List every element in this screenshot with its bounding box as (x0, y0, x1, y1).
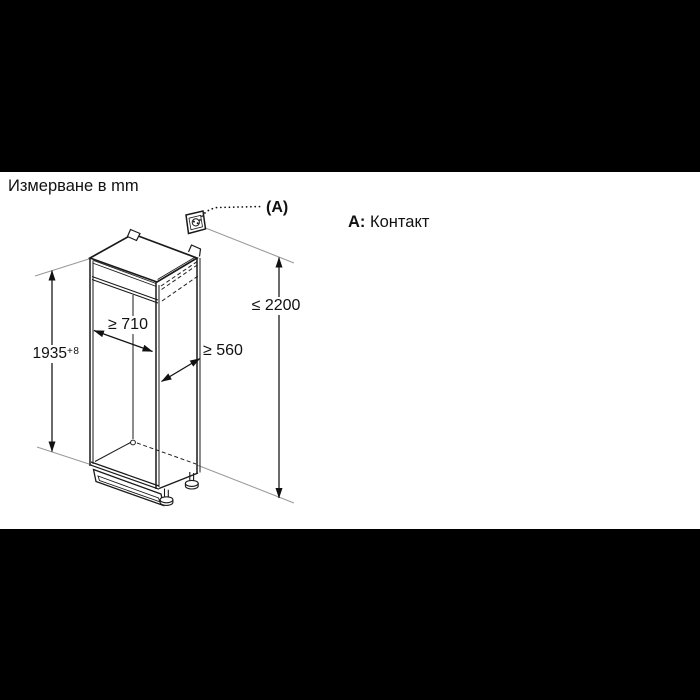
dimension-label-socket-height: ≤ 2200 (251, 297, 301, 314)
niche-height-tolerance: +8 (67, 346, 80, 357)
legend-value: Контакт (370, 213, 430, 231)
niche-height-value: 1935 (32, 345, 68, 362)
legend-key: А: (348, 213, 366, 231)
page-title: Измерване в mm (8, 177, 139, 195)
dimension-label-niche-height (31, 345, 82, 363)
callout-label: (A) (266, 199, 289, 216)
legend-socket (348, 213, 429, 232)
dimension-label-niche-depth: ≥ 560 (203, 342, 243, 359)
dimension-label-niche-width: ≥ 710 (108, 316, 148, 333)
letterbox-top (0, 0, 700, 172)
letterbox-bottom (0, 529, 700, 700)
